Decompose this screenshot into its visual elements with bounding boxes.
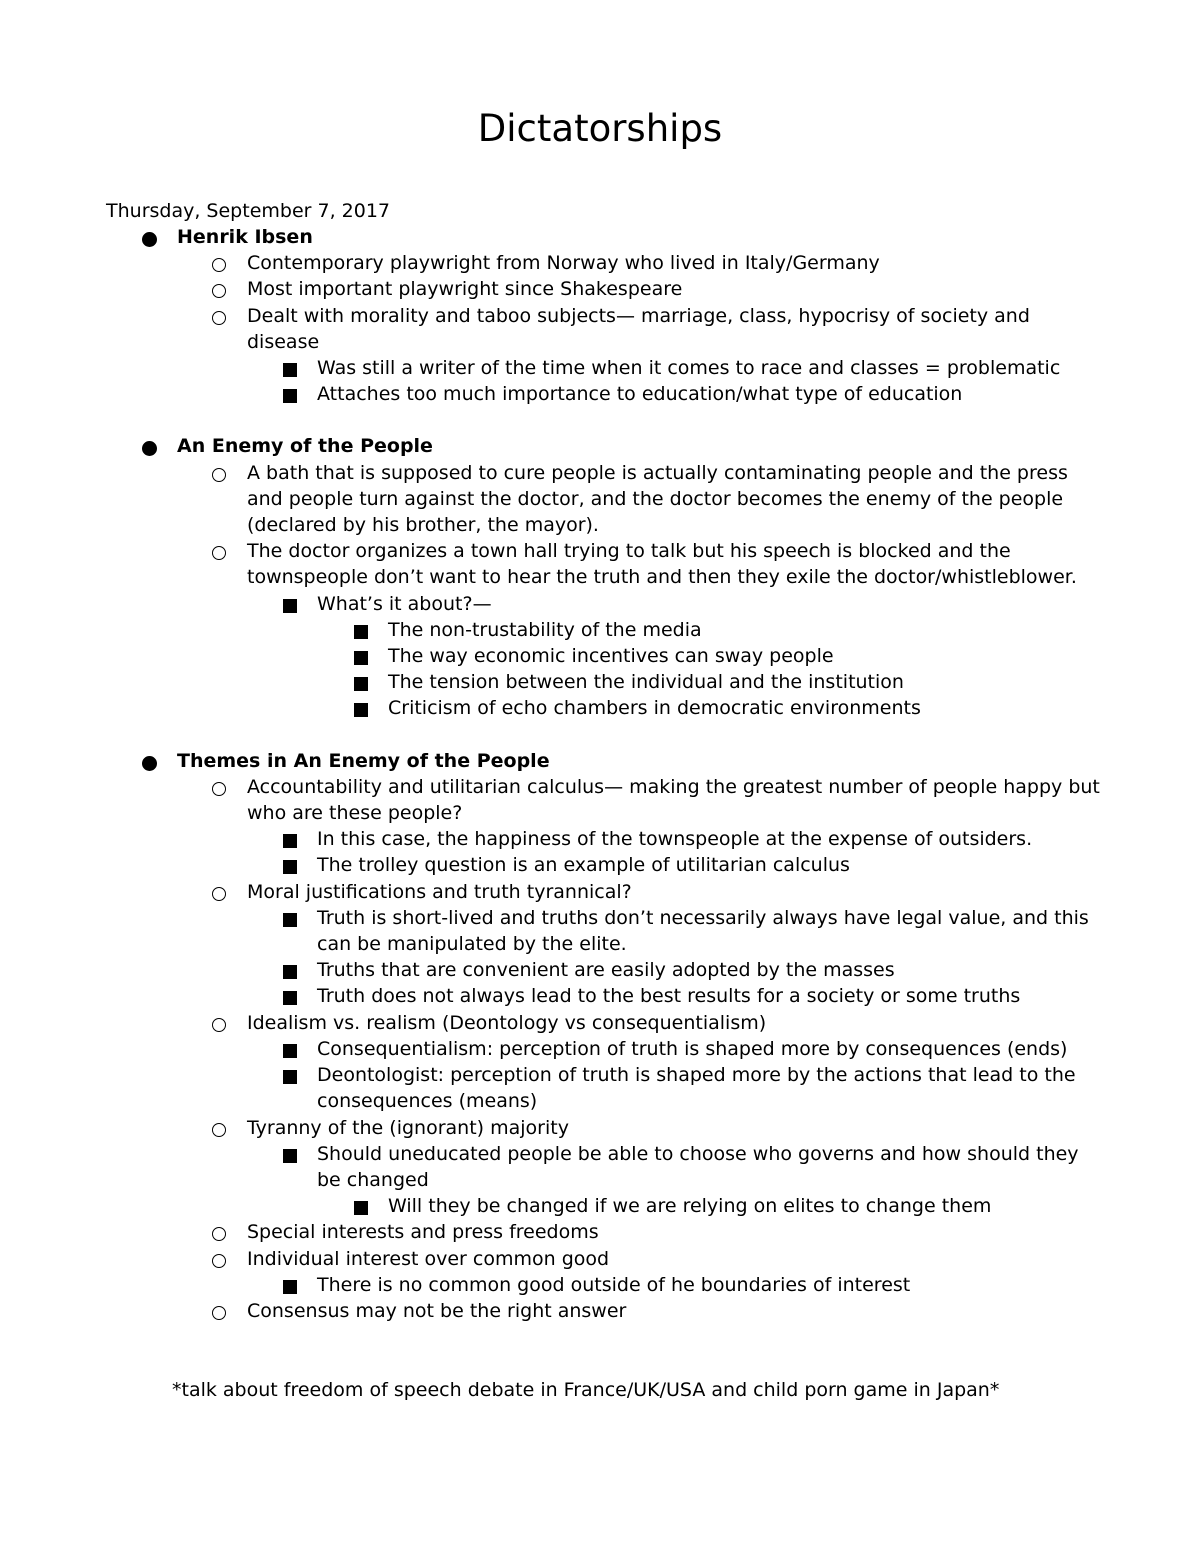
sub-list-item: Was still a writer of the time when it comes to race and classes = problematic xyxy=(317,357,1061,380)
list-item: Accountability and utilitarian calculus— making the greatest number of people happy but who are these people? xyxy=(247,775,1100,825)
bullet-row xyxy=(0,1219,1200,1245)
bullet-row xyxy=(0,669,1200,695)
bullet-row xyxy=(0,303,1200,355)
bullet-row xyxy=(0,538,1200,590)
square-bullet-icon xyxy=(283,1141,301,1170)
sub-sub-list-item: Will they be changed if we are relying on elites to change them xyxy=(388,1195,992,1218)
bullet-row xyxy=(0,905,1200,957)
square-bullet-icon xyxy=(283,1062,301,1091)
square-bullet-icon xyxy=(283,983,301,1012)
list-item: Tyranny of the (ignorant) majority xyxy=(247,1116,569,1139)
square-bullet-icon xyxy=(354,617,372,646)
bullet-row xyxy=(0,852,1200,878)
bullet-row xyxy=(0,1141,1200,1193)
bullet-row xyxy=(0,879,1200,905)
bullet-row xyxy=(0,1062,1200,1114)
list-item: Special interests and press freedoms xyxy=(247,1221,599,1244)
page-title: Dictatorships xyxy=(477,107,723,150)
sub-list-item: What’s it about?— xyxy=(317,592,492,615)
square-bullet-icon xyxy=(283,826,301,855)
list-item: Most important playwright since Shakespeare xyxy=(247,278,683,301)
sub-sub-list-item: The non-trustability of the media xyxy=(388,618,702,641)
hollow-circle-bullet-icon xyxy=(212,1219,230,1248)
bullet-row xyxy=(0,276,1200,302)
section-heading-row xyxy=(0,224,1200,250)
square-bullet-icon xyxy=(354,1193,372,1222)
sub-list-item: Truth does not always lead to the best results for a society or some truths xyxy=(317,985,1021,1008)
bullet-row xyxy=(0,460,1200,539)
footnote: *talk about freedom of speech debate in France/UK/USA and child porn game in Japan* xyxy=(172,1379,1000,1401)
sub-list-item: The trolley question is an example of utilitarian calculus xyxy=(317,854,850,877)
bullet-row xyxy=(0,774,1200,826)
hollow-circle-bullet-icon xyxy=(212,460,230,489)
square-bullet-icon xyxy=(354,669,372,698)
section-heading: Henrik Ibsen xyxy=(177,226,313,248)
hollow-circle-bullet-icon xyxy=(212,276,230,305)
square-bullet-icon xyxy=(283,381,301,410)
hollow-circle-bullet-icon xyxy=(212,1010,230,1039)
hollow-circle-bullet-icon xyxy=(212,774,230,803)
hollow-circle-bullet-icon xyxy=(212,879,230,908)
section-heading: Themes in An Enemy of the People xyxy=(177,749,550,772)
bullet-row xyxy=(0,1115,1200,1141)
sub-list-item: Truth is short-lived and truths don’t necessarily always have legal value, and this can be manipulated by the elite. xyxy=(317,906,1089,956)
sub-list-item: Truths that are convenient are easily adopted by the masses xyxy=(317,959,895,982)
bullet-row xyxy=(0,826,1200,852)
sub-list-item: Attaches too much importance to education/what type of education xyxy=(317,383,963,406)
hollow-circle-bullet-icon xyxy=(212,1246,230,1275)
sub-list-item: There is no common good outside of he boundaries of interest xyxy=(317,1273,911,1296)
date-line: Thursday, September 7, 2017 xyxy=(106,200,391,222)
list-item: Consensus may not be the right answer xyxy=(247,1299,627,1322)
list-item: Contemporary playwright from Norway who lived in Italy/Germany xyxy=(247,252,880,275)
list-item: Idealism vs. realism (Deontology vs consequentialism) xyxy=(247,1011,767,1034)
list-item: A bath that is supposed to cure people is actually contaminating people and the press and people turn against the doctor, and the doctor becomes the enemy of the people (declared by his brother, the mayor). xyxy=(247,461,1068,537)
bullet-row xyxy=(0,957,1200,983)
bullet-row xyxy=(0,591,1200,617)
sub-list-item: Deontologist: perception of truth is shaped more by the actions that lead to the consequences (means) xyxy=(317,1064,1076,1113)
bullet-row xyxy=(0,983,1200,1009)
bullet-row xyxy=(0,1272,1200,1298)
sub-list-item: Should uneducated people be able to choose who governs and how should they be changed xyxy=(317,1142,1079,1191)
square-bullet-icon xyxy=(283,591,301,620)
square-bullet-icon xyxy=(283,1036,301,1065)
bullet-row xyxy=(0,643,1200,669)
square-bullet-icon xyxy=(283,852,301,881)
bullet-row xyxy=(0,1298,1200,1324)
bullet-row xyxy=(0,1010,1200,1036)
hollow-circle-bullet-icon xyxy=(212,538,230,567)
notes-outline xyxy=(0,224,1200,1324)
square-bullet-icon xyxy=(283,1272,301,1301)
list-item: Dealt with morality and taboo subjects— marriage, class, hypocrisy of society and disease xyxy=(247,304,1030,353)
square-bullet-icon xyxy=(283,957,301,986)
bullet-row xyxy=(0,381,1200,407)
hollow-circle-bullet-icon xyxy=(212,1115,230,1144)
bullet-row xyxy=(0,250,1200,276)
square-bullet-icon xyxy=(354,643,372,672)
hollow-circle-bullet-icon xyxy=(212,303,230,332)
sub-list-item: In this case, the happiness of the townspeople at the expense of outsiders. xyxy=(317,828,1033,851)
section-heading: An Enemy of the People xyxy=(177,435,433,458)
hollow-circle-bullet-icon xyxy=(212,1298,230,1327)
bullet-row xyxy=(0,1246,1200,1272)
square-bullet-icon xyxy=(354,695,372,724)
bullet-row xyxy=(0,355,1200,381)
bullet-row xyxy=(0,695,1200,721)
bullet-row xyxy=(0,1036,1200,1062)
hollow-circle-bullet-icon xyxy=(212,250,230,279)
square-bullet-icon xyxy=(283,905,301,934)
square-bullet-icon xyxy=(283,355,301,384)
sub-sub-list-item: The way economic incentives can sway people xyxy=(388,645,834,668)
list-item: Moral justifications and truth tyrannical? xyxy=(247,880,632,903)
sub-sub-list-item: The tension between the individual and the institution xyxy=(388,671,904,694)
bullet-row xyxy=(0,1193,1200,1219)
bullet-row xyxy=(0,617,1200,643)
sub-sub-list-item: Criticism of echo chambers in democratic environments xyxy=(388,697,921,720)
section-heading-row xyxy=(0,433,1200,459)
list-item: The doctor organizes a town hall trying to talk but his speech is blocked and the townspeople don’t want to hear the truth and then they exile the doctor/whistleblower. xyxy=(247,540,1077,589)
sub-list-item: Consequentialism: perception of truth is shaped more by consequences (ends) xyxy=(317,1037,1068,1060)
list-item: Individual interest over common good xyxy=(247,1247,610,1270)
section-heading-row xyxy=(0,748,1200,774)
